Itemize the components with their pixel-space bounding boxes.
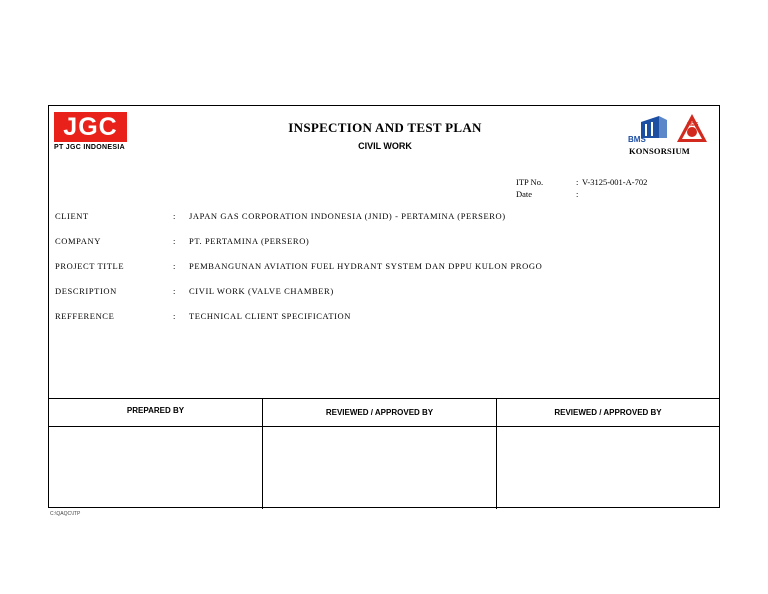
itp-info — [516, 176, 647, 200]
itp-date-label: Date — [516, 189, 533, 199]
separator: : — [173, 311, 176, 321]
field-row-company — [55, 235, 689, 260]
field-value: PT. PERTAMINA (PERSERO) — [189, 236, 310, 246]
field-row-description — [55, 285, 689, 310]
itp-date-row — [516, 188, 647, 200]
separator: : — [173, 286, 176, 296]
field-label: CLIENT — [55, 211, 89, 221]
field-value: PEMBANGUNAN AVIATION FUEL HYDRANT SYSTEM DAN DPPU KULON PROGO — [189, 261, 543, 271]
document-title: INSPECTION AND TEST PLAN — [288, 120, 482, 135]
field-value: JAPAN GAS CORPORATION INDONESIA (JNID) - PERTAMINA (PERSERO) — [189, 211, 506, 221]
field-label: DESCRIPTION — [55, 286, 117, 296]
reviewed-by-signature-area-2[interactable] — [497, 427, 719, 509]
jgc-mark: JGC — [54, 112, 127, 142]
separator: : — [576, 189, 579, 199]
reviewed-by-column-1 — [263, 399, 497, 509]
separator: : — [576, 177, 579, 187]
field-label: COMPANY — [55, 236, 101, 246]
itp-number-row — [516, 176, 647, 188]
prepared-by-column — [49, 399, 263, 509]
meg-triangle-icon — [677, 114, 707, 142]
signature-table — [49, 398, 719, 509]
reviewed-by-header-2: REVIEWED / APPROVED BY — [497, 399, 719, 427]
document-subtitle: CIVIL WORK — [358, 141, 412, 151]
field-row-project-title — [55, 260, 689, 285]
konsorsium-caption: KONSORSIUM — [629, 146, 691, 156]
prepared-by-signature-area[interactable] — [49, 427, 262, 509]
reviewed-by-column-2 — [497, 399, 719, 509]
itp-form — [48, 105, 720, 508]
itp-number-label: ITP No. — [516, 177, 544, 187]
bms-meg-logo-icon — [621, 112, 711, 146]
reviewed-by-signature-area-1[interactable] — [263, 427, 496, 509]
itp-number-value: V-3125-001-A-702 — [582, 177, 648, 187]
field-row-reference — [55, 310, 689, 335]
field-label: PROJECT TITLE — [55, 261, 125, 271]
konsorsium-logo — [621, 112, 711, 156]
bms-text: BMS — [628, 135, 646, 144]
field-value: TECHNICAL CLIENT SPECIFICATION — [189, 311, 352, 321]
meg-text: MEG — [687, 122, 699, 128]
field-row-client — [55, 210, 689, 235]
separator: : — [173, 261, 176, 271]
jgc-company-name: PT JGC INDONESIA — [54, 144, 125, 151]
separator: : — [173, 211, 176, 221]
separator: : — [173, 236, 176, 246]
field-label: REFFERENCE — [55, 311, 115, 321]
file-path-footer: C:\QAQC\ITP — [50, 511, 81, 517]
project-fields — [55, 210, 689, 335]
prepared-by-header: PREPARED BY — [49, 399, 262, 427]
reviewed-by-header-1: REVIEWED / APPROVED BY — [263, 399, 496, 427]
field-value: CIVIL WORK (VALVE CHAMBER) — [189, 286, 334, 296]
